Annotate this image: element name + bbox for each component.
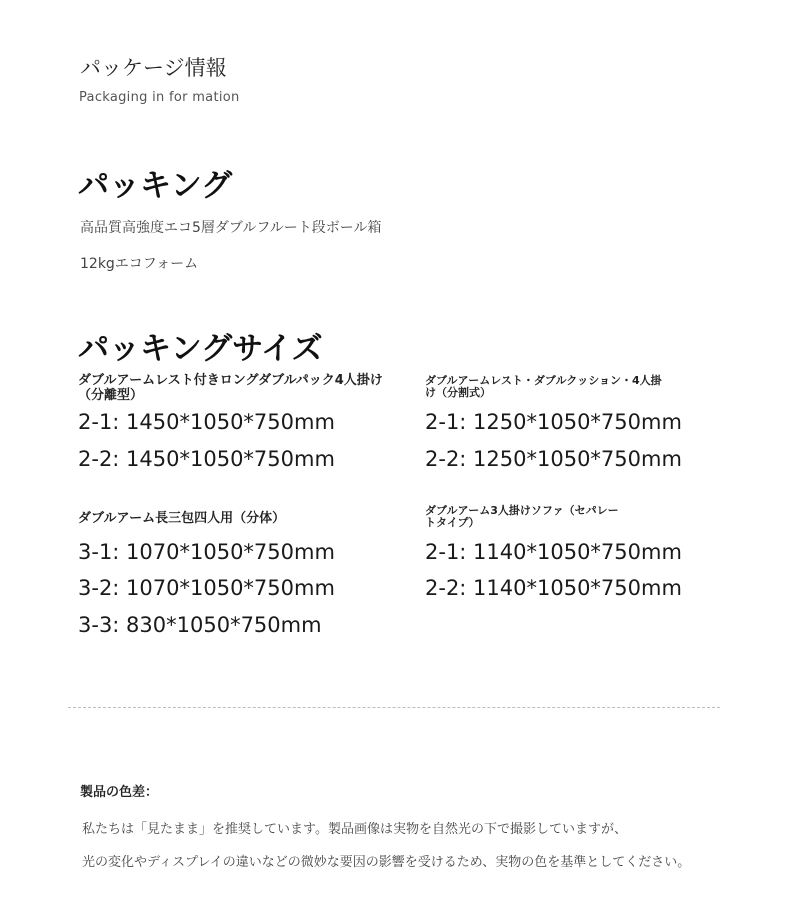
packing-heading: パッキング — [78, 168, 233, 204]
group-label: ダブルアームレスト付きロングダブルパック4人掛け（分離型） — [78, 373, 383, 403]
size-item: 2-1: 1450*1050*750mm — [78, 410, 335, 434]
packing-size-heading: パッキングサイズ — [78, 331, 323, 367]
group-label: ダブルアーム3人掛けソファ（セパレートタイプ） — [425, 504, 619, 529]
section-subtitle: Packaging in for mation — [79, 90, 240, 105]
size-item: 2-2: 1450*1050*750mm — [78, 447, 335, 471]
size-item: 3-3: 830*1050*750mm — [78, 613, 322, 637]
group-label: ダブルアームレスト・ダブルクッション・4人掛け（分割式） — [425, 374, 662, 399]
color-note-line: 光の変化やディスプレイの違いなどの微妙な要因の影響を受けるため、実物の色を基準としてください。 — [82, 855, 691, 870]
color-note-title: 製品の色差： — [80, 785, 159, 800]
group-label: ダブルアーム長三包四人用（分体） — [78, 511, 286, 526]
section-title: パッケージ情報 — [80, 56, 227, 80]
size-item: 2-1: 1250*1050*750mm — [425, 410, 682, 434]
size-item: 2-1: 1140*1050*750mm — [425, 540, 682, 564]
packing-line: 12kgエコフォーム — [80, 256, 199, 272]
size-item: 3-2: 1070*1050*750mm — [78, 576, 335, 600]
size-item: 3-1: 1070*1050*750mm — [78, 540, 335, 564]
dashed-divider — [68, 707, 720, 708]
packing-line: 高品質高強度エコ5層ダブルフルート段ボール箱 — [80, 220, 382, 236]
size-item: 2-2: 1250*1050*750mm — [425, 447, 682, 471]
color-note-line: 私たちは「見たまま」を推奨しています。製品画像は実物を自然光の下で撮影していますが、 — [82, 822, 627, 837]
size-item: 2-2: 1140*1050*750mm — [425, 576, 682, 600]
